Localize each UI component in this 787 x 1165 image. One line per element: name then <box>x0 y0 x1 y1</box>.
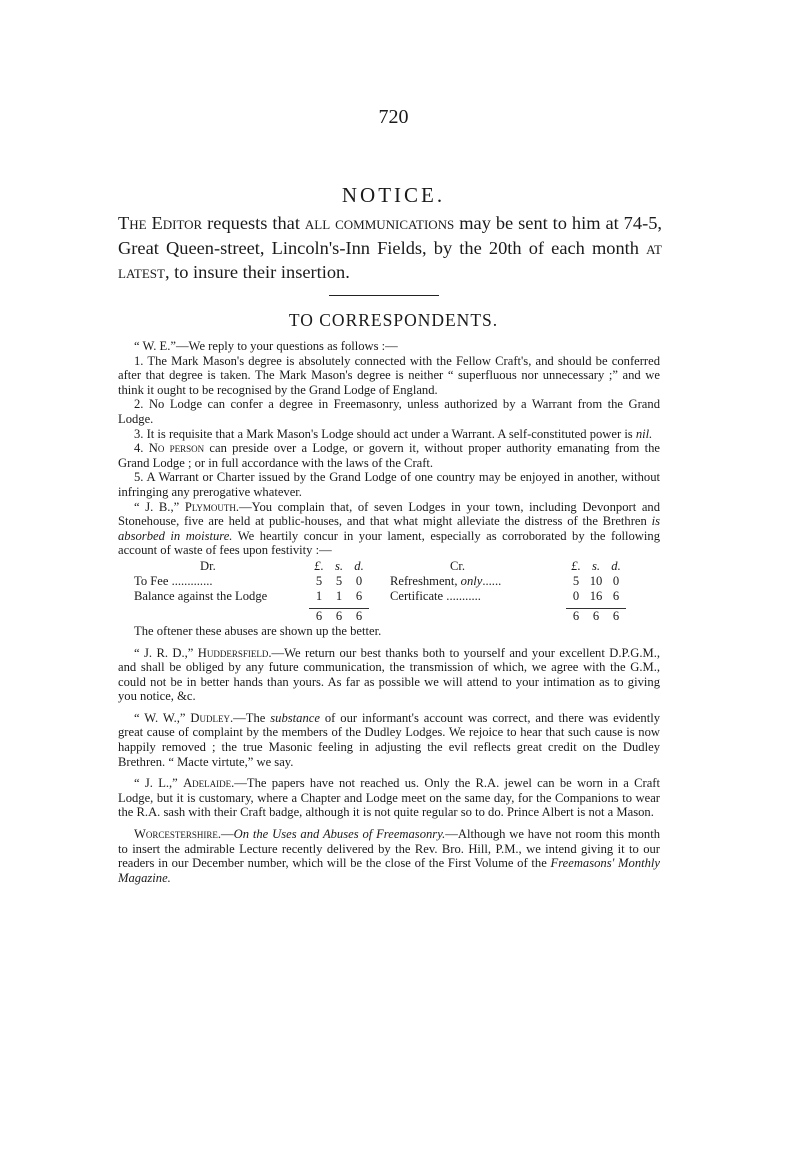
jl-place: Adelaide. <box>183 776 235 791</box>
jl-text: —The papers have not reached us. Only the R.A. jewel can be worn in a Craft Lodge, but it is customary, where a Chapter and Lodge meet on the same day, for the Companions to wear the R.A. sash with their Craft badge, although it is not quite regular so to do. Prince Albert is not a Mason. <box>118 776 660 820</box>
notice-text-3: , to insure their insertion. <box>164 262 350 282</box>
wor-italic: On the Uses and Abuses of Freemasonry. <box>233 827 446 842</box>
wor-text: —Although we have not room this month to insert the admirable Lecture recently delivered by the Rev. Bro. Hill, P.M., we intend giving it to our readers in our December number, which will be the close of the First Volume of the <box>118 827 660 871</box>
fee-value: 0 <box>612 573 620 588</box>
jl-name: “ J. L.,” <box>134 776 184 791</box>
refreshment-only: only <box>460 573 483 588</box>
fee-row2-right: Certificate ........... <box>390 588 481 603</box>
fee-value: 5 <box>315 573 323 588</box>
fee-value: 0 <box>355 573 363 588</box>
page-number: 720 <box>378 106 409 128</box>
notice-text-2: may be sent to him at 74-5, Great Queen-street, Lincoln's-Inn Fields, by the 20th of each month <box>118 213 662 258</box>
fee-unit-pounds: £. <box>314 558 324 573</box>
fee-value: 6 <box>355 588 363 603</box>
fee-value: 0 <box>572 588 580 603</box>
fee-unit-shillings: s. <box>334 558 344 573</box>
fee-account-table <box>134 559 644 624</box>
ww-name: “ W. W.,” <box>134 710 191 725</box>
ww-place: Dudley. <box>190 710 234 725</box>
worcestershire-paragraph <box>118 827 660 885</box>
we-item-3 <box>118 427 660 442</box>
jb-italic: is absorbed in moisture. <box>118 514 660 543</box>
fee-header-row <box>134 559 644 574</box>
correspondents-body <box>118 339 660 885</box>
jb-text-2: We heartily concur in your lament, especially as corroborated by the following account of waste of fees upon festivity :— <box>118 528 660 558</box>
fee-unit-pence-right: d. <box>611 558 621 573</box>
item4-no-person: No person <box>148 441 205 456</box>
ww-text-1: —The <box>233 710 271 725</box>
item3-nil: nil. <box>635 426 653 441</box>
fee-row-1 <box>134 574 644 589</box>
we-item-4 <box>118 441 660 470</box>
we-intro: “ W. E.”—We reply to your questions as follows :— <box>134 339 398 353</box>
jb-text-1: —You complain that, of seven Lodges in your town, including Devonport and Stonehouse, five are held at public-houses, and that what might alleviate the distress of the Brethren <box>118 499 661 529</box>
ww-text-2: of our informant's account was correct, and there was evidently great cause of complaint by the members of the Dudley Lodges. We rejoice to hear that such cause is now happily removed ; the true Masonic feeling in adjusting the evil reflects great credit on the Dudley Brethren. “ Macte virtute,” we say. <box>118 710 660 769</box>
oftener-line: The oftener these abuses are shown up the better. <box>134 623 382 638</box>
fee-total: 6 <box>586 608 606 624</box>
divider-rule <box>329 295 439 296</box>
fee-row2-left: Balance against the Lodge <box>134 588 268 603</box>
jrd-paragraph <box>118 646 660 704</box>
fee-value: 6 <box>612 588 620 603</box>
fee-value: 5 <box>335 573 343 588</box>
fee-unit-pence: d. <box>354 558 364 573</box>
jrd-place: Huddersfield. <box>197 645 272 660</box>
refreshment-dots: ...... <box>482 573 502 588</box>
fee-total-row <box>134 608 644 624</box>
fee-value: 5 <box>572 573 580 588</box>
we-item-2: 2. No Lodge can confer a degree in Freemasonry, unless authorized by a Warrant from the Grand Lodge. <box>118 397 660 426</box>
fee-total: 6 <box>309 608 329 624</box>
fee-value: 16 <box>589 588 603 603</box>
at-latest-text: at latest <box>118 237 662 282</box>
jb-paragraph <box>118 500 660 558</box>
ww-paragraph <box>118 711 660 769</box>
jl-paragraph <box>118 776 660 820</box>
fee-total: 6 <box>349 608 369 624</box>
item4-text: can preside over a Lodge, or govern it, without proper authority emanating from the Grand Lodge ; or in full accordance with the laws of the Craft. <box>118 441 660 470</box>
jrd-text: —We return our best thanks both to yourself and your excellent D.P.G.M., and shall be obliged by any future communication, the transmission of which, we agree with the G.M., could not be in better hands than yours. As far as possible we will attend to your intimation as to giving you notice, &c. <box>118 645 660 704</box>
wor-magazine-title: Freemasons' Monthly Magazine. <box>118 856 660 885</box>
refreshment-label: Refreshment, <box>390 573 461 588</box>
fee-value: 10 <box>589 573 603 588</box>
item4-num: 4. <box>134 441 149 456</box>
fee-total: 6 <box>566 608 586 624</box>
item3-text: 3. It is requisite that a Mark Mason's Lodge should act under a Warrant. A self-constituted power is <box>134 426 636 441</box>
jb-name: “ J. B.,” <box>134 499 185 514</box>
fee-dr-label: Dr. <box>200 558 216 573</box>
fee-row1-right <box>390 574 566 589</box>
correspondents-title: TO CORRESPONDENTS. <box>288 310 499 330</box>
fee-cr-label: Cr. <box>450 558 466 573</box>
notice-text-1: requests that <box>202 213 305 233</box>
notice-body <box>118 211 662 285</box>
wor-dash: — <box>221 827 234 842</box>
fee-total: 6 <box>329 608 349 624</box>
fee-unit-shillings-right: s. <box>591 558 601 573</box>
we-item-5: 5. A Warrant or Charter issued by the Grand Lodge of one country may be enjoyed in another, without infringing any prerogative whatever. <box>118 470 660 499</box>
fee-total: 6 <box>606 608 626 624</box>
fee-value: 1 <box>315 588 323 603</box>
fee-row-2 <box>134 589 644 604</box>
notice-title: NOTICE. <box>341 183 446 207</box>
fee-unit-pounds-right: £. <box>571 558 581 573</box>
all-communications-text: all communications <box>304 213 455 233</box>
jrd-name: “ J. R. D.,” <box>134 645 198 660</box>
ww-italic: substance <box>270 710 320 725</box>
we-item-1: 1. The Mark Mason's degree is absolutely connected with the Fellow Craft's, and should be conferred after that degree is taken. The Mark Mason's degree is neither “ superfluous nor unnecessary ;” and we think it ought to be recognised by the Grand Lodge of England. <box>118 353 660 397</box>
jb-place: Plymouth. <box>184 499 240 514</box>
fee-value: 1 <box>335 588 343 603</box>
wor-place: Worcestershire. <box>134 827 222 842</box>
editor-text: The Editor <box>118 213 203 233</box>
fee-row1-left: To Fee ............. <box>134 573 213 588</box>
